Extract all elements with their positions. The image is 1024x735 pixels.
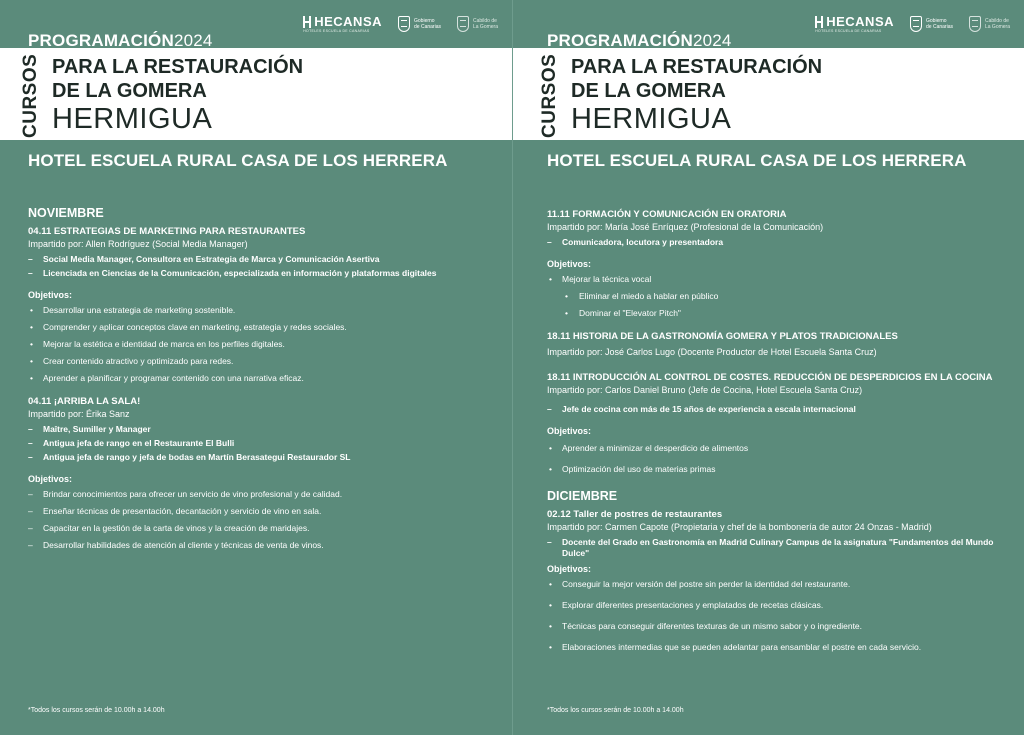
course-block [547,209,1017,319]
title-location: HERMIGUA [52,103,213,135]
objective-item: • Desarrollar una estrategia de marketing sostenible. [28,305,498,316]
cursos-label: CURSOS [539,53,560,138]
objective-item: • Aprender a minimizar el desperdicio de alimentos [547,443,1017,454]
course-block [28,226,498,384]
objective-item: • Elaboraciones intermedias que se pueden adelantar para ensamblar el postre en cada servicio. [547,642,1017,653]
crest-icon [910,16,922,32]
objective-item: • Aprender a planificar y programar contenido con una narrativa eficaz. [28,373,498,384]
crest-icon [457,16,469,32]
objective-item: • Mejorar la técnica vocal [547,274,1017,285]
credentials-list [28,254,498,279]
course-title: 04.11 ¡ARRIBA LA SALA! [28,396,141,407]
programacion-heading: PROGRAMACIÓN2024 [547,31,732,50]
hecansa-mark-icon [303,16,311,28]
hecansa-mark-icon [815,16,823,28]
objectives-list [547,443,1017,475]
objective-item: – Desarrollar habilidades de atención al cliente y técnicas de venta de vinos. [28,540,498,551]
credential-item: – Comunicadora, locutora y presentadora [547,237,1017,248]
month-heading: NOVIEMBRE [28,206,104,220]
course-instructor: Impartido por: Érika Sanz [28,409,130,419]
objectives-list [547,274,1017,319]
course-title: 18.11 HISTORIA DE LA GASTRONOMÍA GOMERA Y PLATOS TRADICIONALES [547,331,898,342]
objectives-list [28,489,498,551]
credential-item: – Licenciada en Ciencias de la Comunicación, especializada en información y plataformas digitales [28,268,498,279]
right-page [512,0,1024,735]
title-location: HERMIGUA [571,103,732,135]
objectives-heading: Objetivos: [547,426,592,436]
logos [303,14,498,33]
cabildo-gomera-logo: Cabildo de La Gomera [969,16,1010,32]
course-instructor: Impartido por: Carmen Capote (Propietaria y chef de la bombonería de autor 24 Onzas - Madrid) [547,522,932,532]
objective-item: • Mejorar la estética e identidad de marca en los perfiles digitales. [28,339,498,350]
title-line-2: DE LA GOMERA [52,80,207,102]
credentials-list [547,537,1017,559]
objective-item: • Crear contenido atractivo y optimizado para redes. [28,356,498,367]
course-title: 02.12 Taller de postres de restaurantes [547,509,723,520]
objectives-heading: Objetivos: [547,564,592,574]
credential-item: – Antigua jefa de rango y jefa de bodas en Martín Berasategui Restaurador SL [28,452,498,463]
course-instructor: Impartido por: Carlos Daniel Bruno (Jefe de Cocina, Hotel Escuela Santa Cruz) [547,385,863,395]
credentials-list [547,237,1017,248]
gobierno-canarias-logo: Gobierno de Canarias [910,16,953,32]
schedule-footnote: *Todos los cursos serán de 10.00h a 14.00h [28,707,165,714]
hotel-name: HOTEL ESCUELA RURAL CASA DE LOS HERRERA [547,151,967,170]
course-title: 04.11 ESTRATEGIAS DE MARKETING PARA RESTAURANTES [28,226,306,237]
course-instructor: Impartido por: Allen Rodríguez (Social Media Manager) [28,239,248,249]
objective-subitem: • Eliminar el miedo a hablar en público [547,291,1017,302]
title-line-1: PARA LA RESTAURACIÓN [571,56,823,78]
cabildo-gomera-logo: Cabildo de La Gomera [457,16,498,32]
schedule-content [547,209,1017,665]
course-block [547,331,1017,358]
credential-item: – Maître, Sumiller y Manager [28,424,498,435]
objective-item: • Conseguir la mejor versión del postre sin perder la identidad del restaurante. [547,579,1017,590]
course-instructor: Impartido por: José Carlos Lugo (Docente Productor de Hotel Escuela Santa Cruz) [547,347,877,357]
credential-item: – Social Media Manager, Consultora en Estrategia de Marca y Comunicación Asertiva [28,254,498,265]
hecansa-logo: HECANSA HOTELES ESCUELA DE CANARIAS [815,14,895,33]
course-block [28,396,498,551]
objective-item: – Enseñar técnicas de presentación, decantación y servicio de vino en sala. [28,506,498,517]
objectives-heading: Objetivos: [28,474,73,484]
course-title: 11.11 FORMACIÓN Y COMUNICACIÓN EN ORATORIA [547,209,787,220]
credential-item: – Antigua jefa de rango en el Restaurante El Bulli [28,438,498,449]
crest-icon [398,16,410,32]
title-line-1: PARA LA RESTAURACIÓN [52,56,304,78]
credential-item: – Docente del Grado en Gastronomía en Madrid Culinary Campus de la asignatura "Fundamentos del Mundo Dulce" [547,537,1017,559]
objective-item: • Optimización del uso de materias primas [547,464,1017,475]
objective-item: • Técnicas para conseguir diferentes texturas de un mismo sabor y o ingrediente. [547,621,1017,632]
objective-item: – Brindar conocimientos para ofrecer un servicio de vino profesional y de calidad. [28,489,498,500]
objective-item: • Comprender y aplicar conceptos clave en marketing, estrategia y redes sociales. [28,322,498,333]
schedule-footnote: *Todos los cursos serán de 10.00h a 14.00h [547,707,684,714]
objective-item: – Capacitar en la gestión de la carta de vinos y la creación de maridajes. [28,523,498,534]
objectives-heading: Objetivos: [28,290,73,300]
month-heading: DICIEMBRE [547,489,618,503]
credential-item: – Jefe de cocina con más de 15 años de experiencia a escala internacional [547,404,1017,415]
hotel-name: HOTEL ESCUELA RURAL CASA DE LOS HERRERA [28,151,448,170]
gobierno-canarias-logo: Gobierno de Canarias [398,16,441,32]
objectives-list [547,579,1017,653]
objectives-heading: Objetivos: [547,259,592,269]
programacion-heading: PROGRAMACIÓN2024 [28,31,213,50]
objective-item: • Explorar diferentes presentaciones y emplatados de recetas clásicas. [547,600,1017,611]
logos [815,14,1010,33]
cursos-label: CURSOS [20,53,41,138]
course-block [547,372,1017,475]
title-line-2: DE LA GOMERA [571,80,726,102]
credentials-list [28,424,498,463]
credentials-list [547,404,1017,415]
course-instructor: Impartido por: María José Enríquez (Profesional de la Comunicación) [547,222,824,232]
objectives-list [28,305,498,384]
hecansa-logo: HECANSA HOTELES ESCUELA DE CANARIAS [303,14,383,33]
course-block [547,509,1017,653]
crest-icon [969,16,981,32]
schedule-content [28,206,498,563]
course-title: 18.11 INTRODUCCIÓN AL CONTROL DE COSTES. REDUCCIÓN DE DESPERDICIOS EN LA COCINA [547,372,993,383]
objective-subitem: • Dominar el "Elevator Pitch" [547,308,1017,319]
